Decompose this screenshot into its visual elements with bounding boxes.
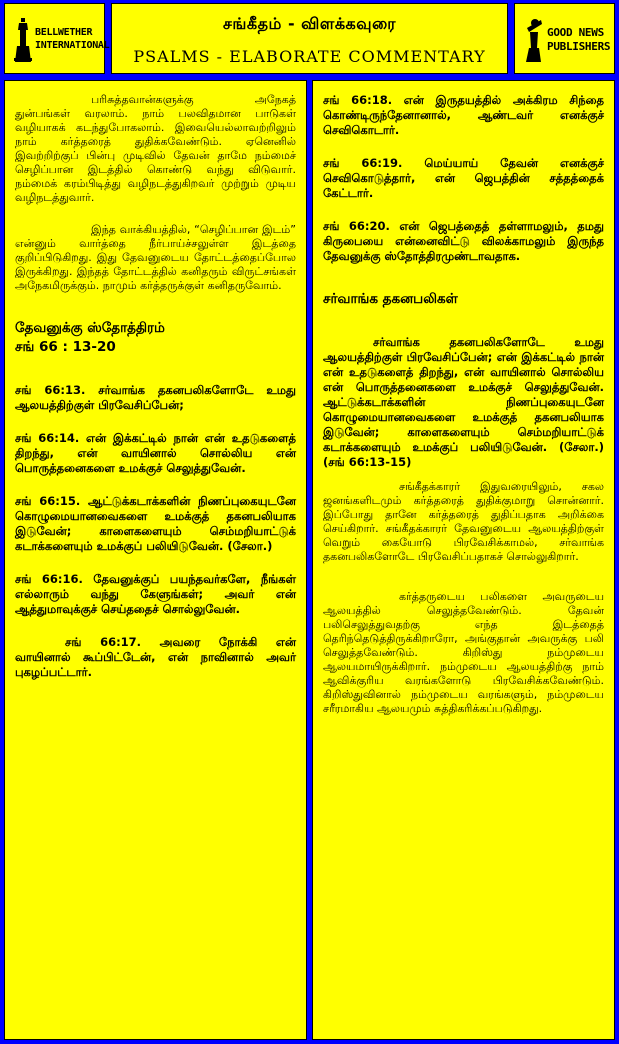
verse-66-18: சங் 66:18. என் இருதயத்தில் அக்கிரம சிந்தை கொண்டிருந்தேனானால், ஆண்டவர் எனக்குச் செவிகொடார். — [323, 93, 604, 137]
right-column — [312, 80, 615, 1040]
left-paragraph-1: பரிசுத்தவான்களுக்கு அநேகத் துன்பங்கள் வரலாம். நாம் பலவிதமான பாடுகள் வழியாகக் கடந்துபோகலாம். இவையெல்லாவற்றிலும் நாம் கர்த்தரைத் துதிக்கவேண்டும். ஏனெனில் இவற்றிற்குப் பின்பு முடிவில் தேவன் தாமே நம்மைச் செழிப்பான இடத்தில் கொண்டு வந்து விடுவார். நம்மைக் கரம்பிடித்து வழிநடத்துகிறவர் முற்றும் முடிய வழிநடத்துவார். — [15, 93, 296, 204]
section-heading: தேவனுக்கு ஸ்தோத்திரம் — [15, 320, 165, 336]
section-reference: சங் 66 : 13-20 — [15, 339, 116, 355]
title-english: PSALMS - ELABORATE COMMENTARY — [133, 47, 486, 66]
verse-66-16: சங் 66:16. தேவனுக்குப் பயந்தவர்களே, நீங்கள் எல்லாரும் வந்து கேளுங்கள்; அவர் என் ஆத்துமாவுக்குச் செய்ததைச் சொல்லுவேன். — [15, 572, 296, 616]
quoted-verses-66-13-15: சர்வாங்க தகனபலிகளோடே உமது ஆலயத்திற்குள் பிரவேசிப்பேன்; என் இக்கட்டில் நான் என் உதடுகளைத் திறந்து, என் வாயினால் சொல்லிய என் பொருத்தனைகளை உமக்குச் செலுத்துவேன். ஆட்டுக்கடாக்களின் நிணப்புகையுடனே கொழுமையானவைகளை உமக்குத் தகனபலியாக இடுவேன்; காளைகளையும் செம்மறியாட்டுக் கடாக்களையும் உமக்குப் பலியிடுவேன். (சேலா.) (சங் 66:13-15) — [323, 335, 604, 469]
verse-66-13: சங் 66:13. சர்வாங்க தகனபலிகளோடே உமது ஆலயத்திற்குள் பிரவேசிப்பேன்; — [15, 383, 296, 412]
bellwether-figure-icon — [13, 18, 33, 62]
logo-right-line1: GOOD NEWS — [547, 26, 604, 39]
good-news-logo — [514, 3, 615, 74]
page-header — [111, 3, 508, 74]
bellwether-logo — [4, 3, 110, 74]
right-paragraph-1: சங்கீதக்காரர் இதுவரையிலும், சகல ஜனங்களிடமும் கர்த்தரைத் துதிக்குமாறு சொன்னார். இப்போது தானே கர்த்தரைத் துதிப்பதாக அறிக்கை செய்கிறார். சங்கீதக்காரர் தேவனுடைய ஆலயத்திற்குள் வெறும் கையோடு பிரவேசிக்காமல், சர்வாங்க தகனபலிகளோடே பிரவேசிப்பதாகச் சொல்லுகிறார். — [323, 480, 604, 563]
trumpet-figure-icon — [523, 18, 543, 62]
verse-66-20: சங் 66:20. என் ஜெபத்தைத் தள்ளாமலும், தமது கிருபையை என்னைவிட்டு விலக்காமலும் இருந்த தேவனுக்கு ஸ்தோத்திரமுண்டாவதாக. — [323, 219, 604, 263]
verse-66-17: சங் 66:17. அவரை நோக்கி என் வாயினால் கூப்பிட்டேன், என் நாவினால் அவர் புகழப்பட்டார். — [15, 635, 296, 679]
left-column — [4, 80, 307, 1040]
section-heading-burnt-offerings: சர்வாங்க தகனபலிகள் — [323, 291, 458, 307]
verse-66-19: சங் 66:19. மெய்யாய் தேவன் எனக்குச் செவிகொடுத்தார், என் ஜெபத்தின் சத்தத்தைக் கேட்டார். — [323, 156, 604, 200]
left-paragraph-2: இந்த வாக்கியத்தில், “செழிப்பான இடம்” என்னும் வார்த்தை நீர்பாய்ச்சலுள்ள இடத்தை குறிப்பிடுகிறது. இது தேவனுடைய தோட்டத்தைப்போல இருக்கிறது. இந்தத் தோட்டத்தில் கனிதரும் விருட்சங்கள் அநேகமிருக்கும். நாமும் கர்த்தருக்குள் கனிதருவோம். — [15, 223, 296, 292]
logo-left-line1: BELLWETHER — [35, 27, 93, 38]
logo-right-line2: PUBLISHERS — [547, 40, 611, 53]
title-tamil: சங்கீதம் - விளக்கவுரை — [222, 14, 396, 33]
verse-66-15: சங் 66:15. ஆட்டுக்கடாக்களின் நிணப்புகையுடனே கொழுமையானவைகளை உமக்குத் தகனபலியாக இடுவேன்; காளைகளையும் செம்மறியாட்டுக் கடாக்களையும் உமக்குப் பலியிடுவேன். (சேலா.) — [15, 494, 296, 553]
verse-66-14: சங் 66:14. என் இக்கட்டில் நான் என் உதடுகளைத் திறந்து, என் வாயினால் சொல்லிய என் பொருத்தனைகளை உமக்குச் செலுத்துவேன். — [15, 431, 296, 475]
logo-left-line2: INTERNATIONAL — [35, 40, 110, 51]
right-paragraph-2: கர்த்தருடைய பலிகளை அவருடைய ஆலயத்தில் செலுத்தவேண்டும். தேவன் பலிசெலுத்துவதற்கு எந்த இடத்தைத் தெரிந்தெடுத்திருக்கிறாரோ, அங்குதான் அவருக்கு பலி செலுத்தவேண்டும். கிறிஸ்து நம்முடைய ஆலயமாயிருக்கிறார். நம்முடைய ஆலயத்திற்கு நாம் ஆவிக்குரிய வரங்களோடு பிரவேசிக்கவேண்டும். கிறிஸ்துவினால் நம்முடைய வரங்களும், நம்முடைய சரீரமாகிய ஆலயமும் சுத்திகரிக்கப்படுகிறது. — [323, 590, 604, 715]
